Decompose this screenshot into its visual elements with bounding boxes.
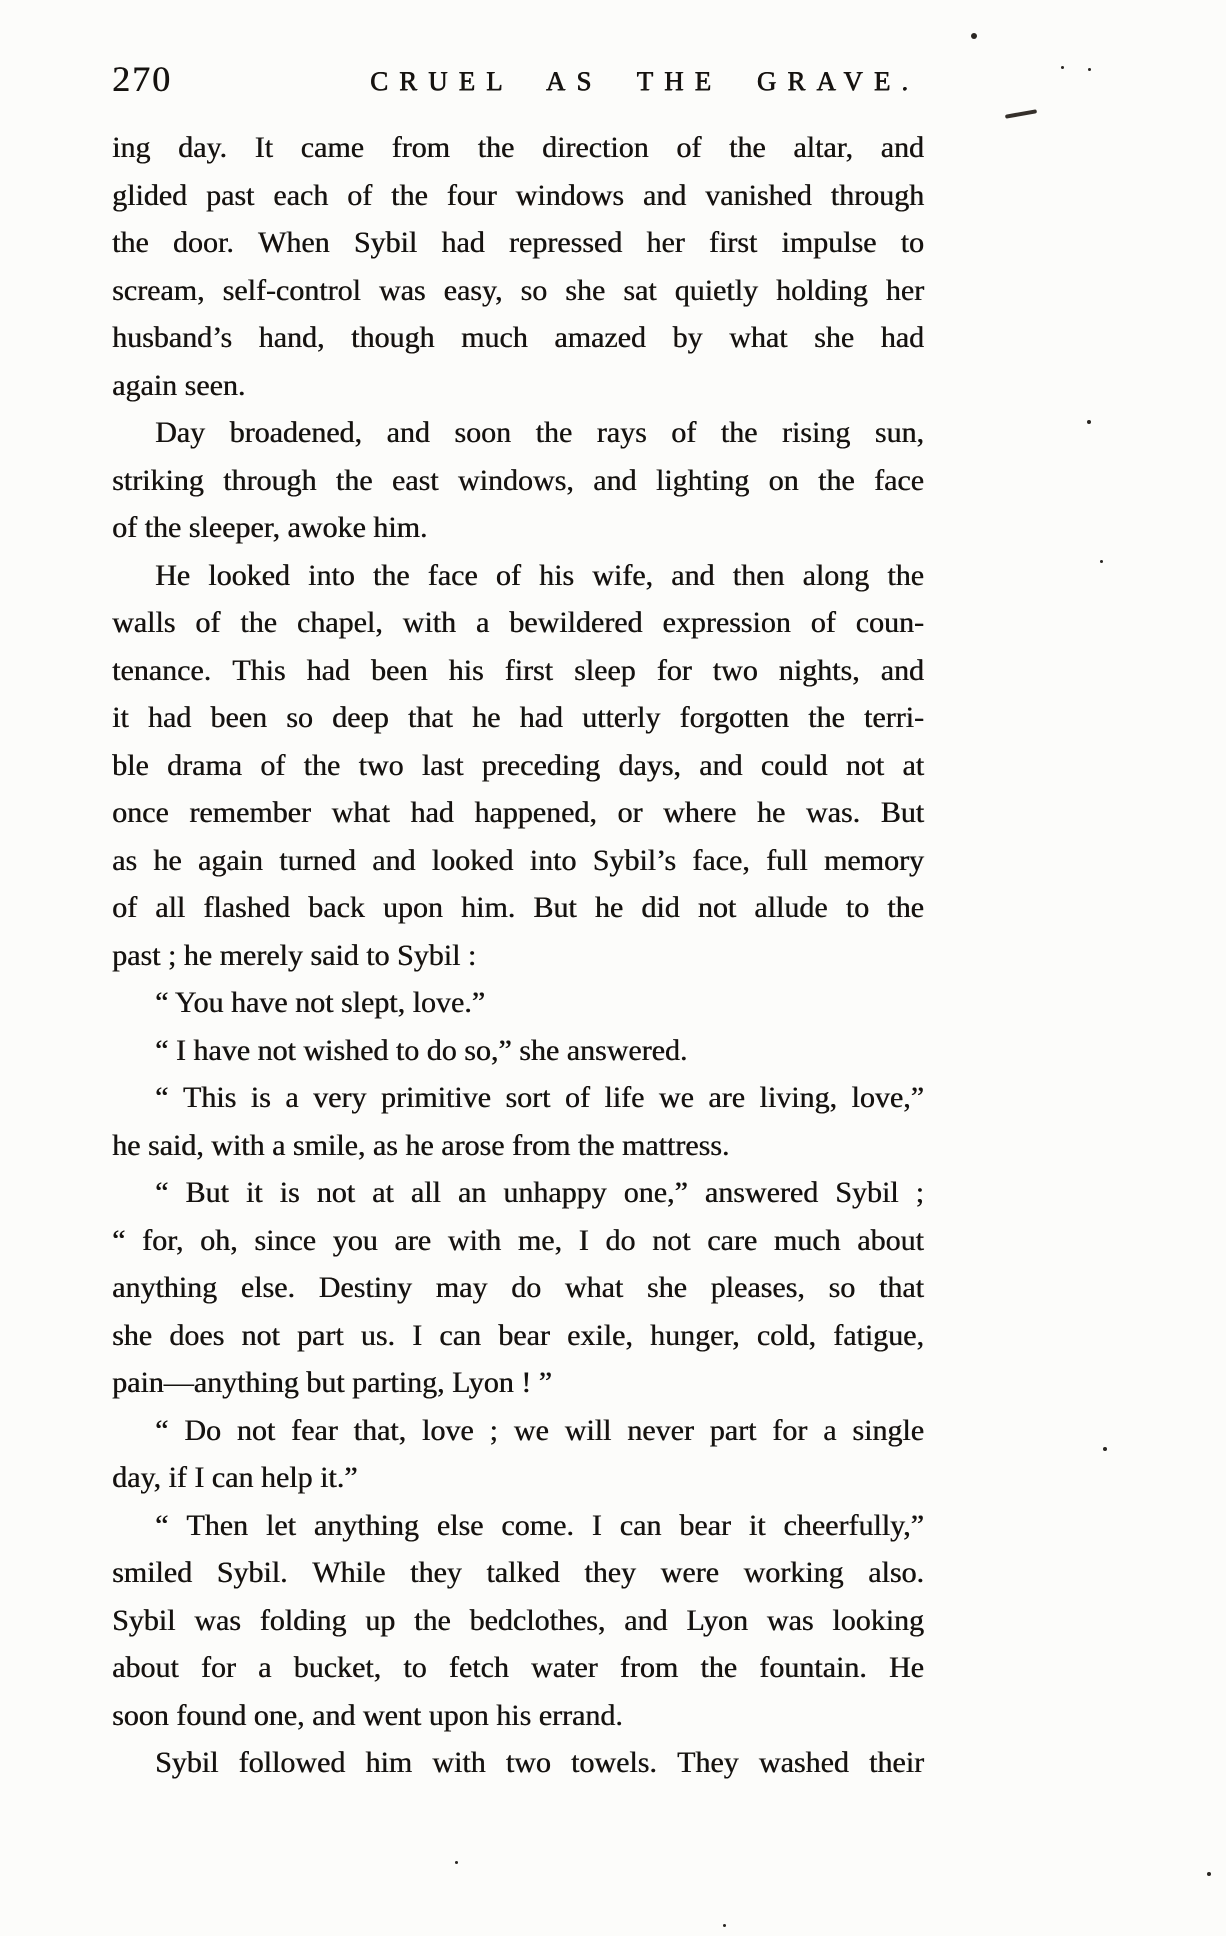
text-line: soon found one, and went upon his errand.: [112, 1698, 623, 1732]
ink-speck: [1087, 420, 1091, 424]
text-line: “ Do not fear that, love ; we will never part for a single: [155, 1413, 924, 1447]
text-line: “ You have not slept, love.”: [155, 986, 485, 1019]
text-line: striking through the east windows, and lighting on the face: [112, 463, 924, 497]
text-line: again seen.: [112, 368, 246, 402]
ink-speck: [1088, 68, 1091, 71]
page-number: 270: [112, 59, 172, 99]
text-block: [112, 124, 924, 1787]
text-line: day, if I can help it.”: [112, 1461, 358, 1494]
text-line: glided past each of the four windows and vanished through: [112, 178, 924, 212]
text-line: “ I have not wished to do so,” she answered.: [155, 1033, 688, 1067]
text-line: “ for, oh, since you are with me, I do not care much about: [112, 1223, 924, 1257]
text-line: he said, with a smile, as he arose from the mattress.: [112, 1128, 730, 1162]
ink-speck: [1103, 1447, 1107, 1451]
text-line: it had been so deep that he had utterly forgotten the terri-: [112, 701, 924, 734]
text-line: Sybil was folding up the bedclothes, and Lyon was looking: [112, 1603, 924, 1637]
text-line: she does not part us. I can bear exile, hunger, cold, fatigue,: [112, 1318, 924, 1352]
ink-speck: [971, 33, 977, 39]
text-line: about for a bucket, to fetch water from the fountain. He: [112, 1651, 924, 1684]
ink-mark: [1005, 109, 1037, 118]
text-line: smiled Sybil. While they talked they were working also.: [112, 1556, 924, 1589]
ink-speck: [723, 1924, 726, 1927]
running-title: CRUEL AS THE GRAVE.: [370, 66, 920, 96]
ink-speck: [1100, 560, 1103, 563]
text-line: ble drama of the two last preceding days, and could not at: [112, 748, 924, 782]
text-line: as he again turned and looked into Sybil’s face, full memory: [112, 843, 924, 877]
text-line: past ; he merely said to Sybil :: [112, 938, 477, 972]
text-line: husband’s hand, though much amazed by what she had: [112, 321, 924, 354]
ink-speck: [1061, 66, 1064, 69]
text-line: “ This is a very primitive sort of life we are living, love,”: [155, 1081, 924, 1114]
text-line: tenance. This had been his first sleep for two nights, and: [112, 653, 924, 687]
text-line: scream, self-control was easy, so she sat quietly holding her: [112, 273, 924, 307]
text-line: ing day. It came from the direction of the altar, and: [112, 131, 924, 164]
text-line: Day broadened, and soon the rays of the rising sun,: [155, 416, 924, 449]
text-line: Sybil followed him with two towels. They washed their: [155, 1746, 924, 1779]
text-line: of the sleeper, awoke him.: [112, 511, 428, 544]
text-line: He looked into the face of his wife, and then along the: [155, 558, 924, 592]
ink-speck: [1207, 1872, 1211, 1876]
text-line: pain—anything but parting, Lyon ! ”: [112, 1366, 552, 1399]
text-line: once remember what had happened, or where he was. But: [112, 796, 924, 829]
text-line: anything else. Destiny may do what she pleases, so that: [112, 1271, 924, 1304]
text-line: “ Then let anything else come. I can bear it cheerfully,”: [155, 1508, 924, 1542]
text-line: “ But it is not at all an unhappy one,” answered Sybil ;: [155, 1176, 924, 1209]
text-line: of all flashed back upon him. But he did not allude to the: [112, 891, 924, 924]
ink-speck: [455, 1861, 458, 1864]
text-line: the door. When Sybil had repressed her first impulse to: [112, 226, 924, 259]
text-line: walls of the chapel, with a bewildered expression of coun-: [112, 606, 924, 639]
